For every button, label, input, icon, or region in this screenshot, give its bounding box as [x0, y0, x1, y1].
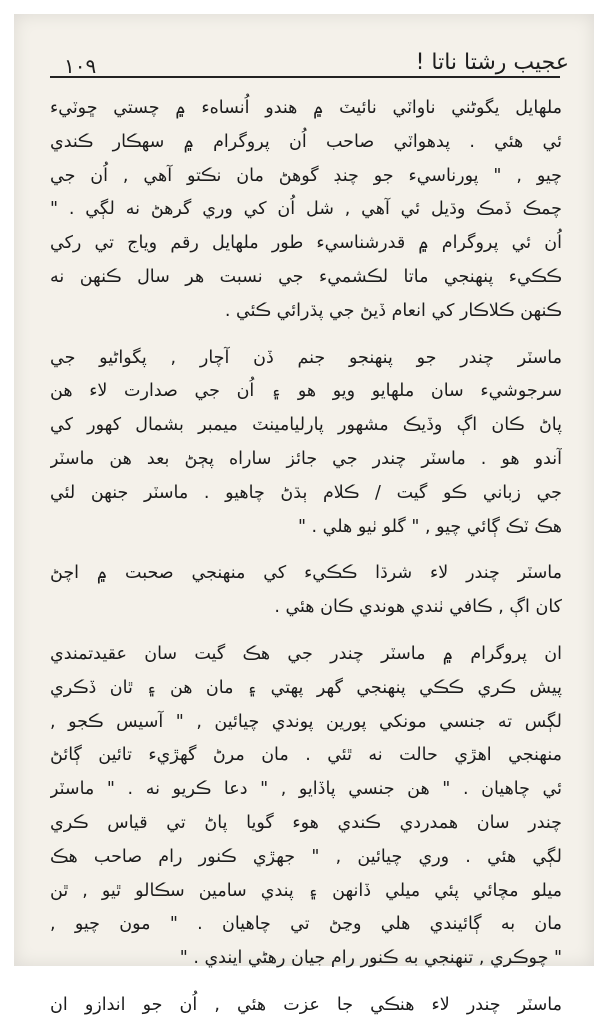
text-line: ئي هئي . پدهواٽي صاحب اُن پروگرام ۾ سهڪار ڪندي — [50, 131, 562, 152]
text-line: آندو هو . ماسٽر چندر جي جائز ساراه پڄڻ بعد هن ماسٽر — [50, 448, 562, 469]
text-line: ماسٽر چندر لاء شرڌا ڪڪيء کي منهنجي صحبت ۾ اچڻ — [50, 563, 562, 584]
paragraph-1 — [50, 92, 562, 329]
text-line: مان به ڳائيندي هلي وڃڻ تي چاهيان . " مون چيو , — [50, 914, 562, 935]
text-line: ماسٽر چندر جو پنهنجو جنم ڏن آچار , پگواڻيو جي — [50, 347, 562, 368]
text-line: ان پروگرام ۾ ماسٽر چندر جي هڪ گيت سان عقيدتمندي — [50, 643, 562, 664]
header-rule — [50, 76, 560, 78]
page-number: ١٠٩ — [64, 54, 97, 78]
text-line: ماسٽر چندر لاء هنڪي جا عزت هئي , اُن جو اندازو ان — [50, 994, 562, 1015]
text-line: ئي چاهيان . " هن جنسي پاڏايو , " دعا ڪريو نه . " ماسٽر — [50, 779, 562, 800]
paragraph-4 — [50, 638, 562, 976]
text-line: کان اڳ , ڪافي ٺندي هوندي ڪان هئي . — [274, 597, 562, 618]
text-line: جي زباني ڪو گيت / ڪلام ٻڌڻ چاهيو . ماسٽر جنهن لئي — [50, 482, 562, 503]
text-line: سرجوشيء سان ملهايو ويو هو ۽ اُن جي صدارت لاء هن — [50, 381, 562, 402]
paragraph-2 — [50, 342, 562, 545]
text-line: هڪ ٽڪ ڳائي چيو , " گلو ٺيو هلي . " — [297, 516, 562, 537]
body-text — [50, 92, 562, 1036]
text-line: اُن ئي پروگرام ۾ قدرشناسيء طور ملهايل رقم وياج تي رکي — [50, 233, 562, 254]
text-line: چمڪ ڏمڪ وڌيل ئي آهي , شل اُن کي وري گرهڻ نه لڳي . " — [50, 199, 562, 220]
running-title: عجيب رشتا ناتا ! — [415, 50, 569, 75]
text-line: لڳس ته جنسي مونکي پورين پوندي چيائين , " آسيس ڪجو , — [50, 711, 562, 732]
text-line: ڪڪيء پنهنجي ماتا لڪشميء جي نسبت هر سال ڪنهن نه — [50, 266, 562, 287]
text-line: چيو , " پورناسيء جو چنڊ گوهڻ مان نڪتو آهي , اُن جي — [50, 165, 562, 186]
page-header — [64, 44, 569, 88]
text-line: ملهايل يگوڻني ناواٽي نائيٽ ۾ هندو اُنساهء ۾ چستي ڇوٽيء — [50, 98, 562, 118]
text-line: لڳي هئي . وري چيائين , " جهڙي ڪنور رام صاحب هڪ — [50, 846, 562, 867]
text-line: ڪنهن ڪلاڪار کي انعام ڏيڻ جي پڌرائي ڪئي . — [224, 300, 562, 321]
text-line: " چوڪري , تنهنجي به ڪنور رام جيان رهڻي ايندي . " — [179, 948, 562, 969]
paragraph-5 — [50, 989, 562, 1023]
text-line: پاڻ ڪان اڳ وڏيڪ مشهور پارليامينٽ ميمبر بشمال کهور کي — [50, 415, 562, 436]
paragraph-3 — [50, 557, 562, 625]
text-line: ميلو مچائي پئي ميلي ڏانهن ۽ پندي سامين سڪالو ٿيو , ٿن — [50, 880, 562, 901]
text-line: پيش ڪري ڪڪي پنهنجي گهر پهتي ۽ مان هن ۽ ٿان ڏڪري — [50, 677, 562, 698]
text-line: منهنجي اهڙي حالت نه ٿئي . مان مرڻ گهڙيء تائين ڳائڻ — [50, 745, 562, 766]
text-line: چندر سان همدردي ڪندي هوء گويا پاڻ تي قياس ڪري — [50, 812, 562, 833]
